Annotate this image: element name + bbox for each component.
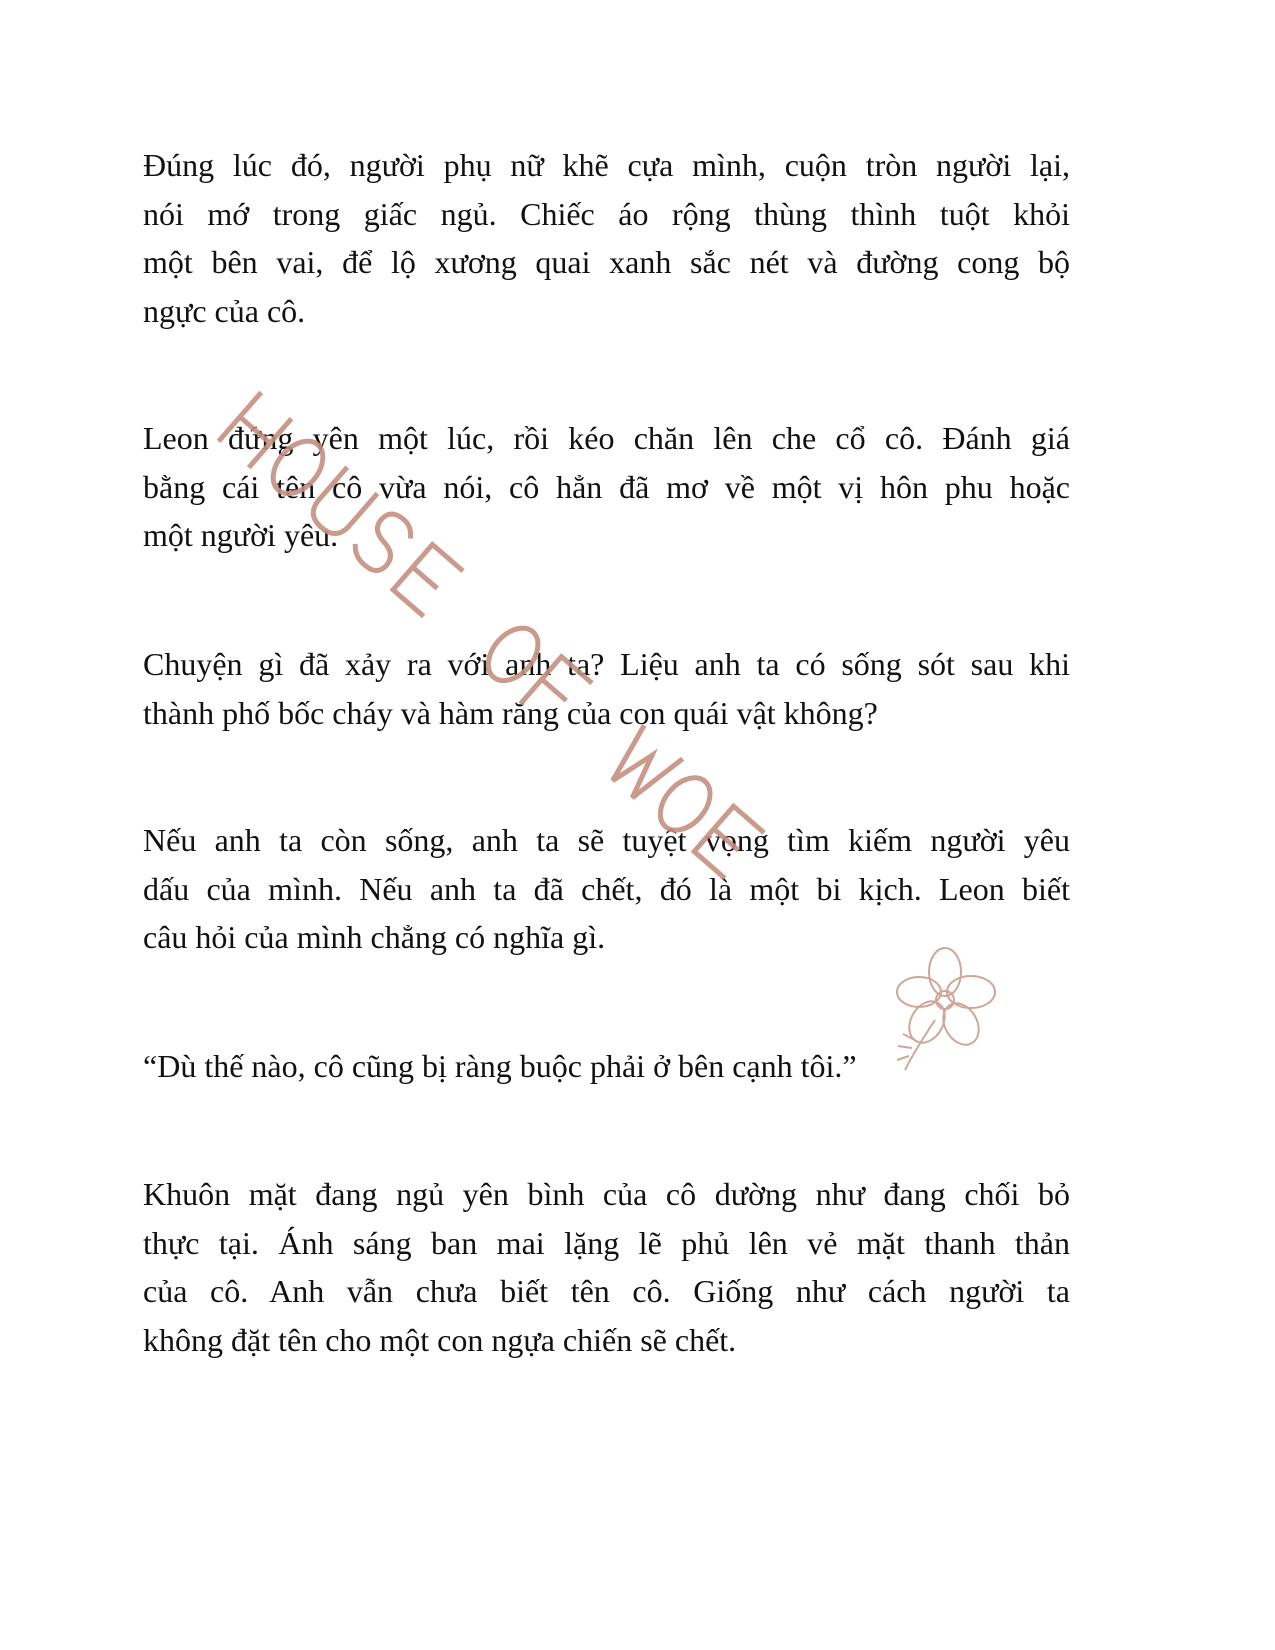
text-line: câu hỏi của mình chẳng có nghĩa gì. (143, 919, 606, 955)
paragraph-1 (143, 141, 1070, 335)
text-line: Nếu anh ta còn sống, anh ta sẽ tuyệt vọng tìm kiếm người yêu (143, 822, 1070, 858)
text-line: bằng cái tên cô vừa nói, cô hẳn đã mơ về một vị hôn phu hoặc (143, 468, 1070, 505)
paragraph-4 (143, 816, 1070, 962)
text-line: Khuôn mặt đang ngủ yên bình của cô dường như đang chối bỏ (143, 1176, 1070, 1212)
watermark-letter-shape (604, 728, 681, 806)
text-line: Đúng lúc đó, người phụ nữ khẽ cựa mình, cuộn tròn người lại, (143, 147, 1070, 183)
text-line: nói mớ trong giấc ngủ. Chiếc áo rộng thùng thình tuột khỏi (143, 195, 1070, 232)
text-line: ngực của cô. (143, 292, 306, 329)
text-line: một người yêu. (143, 517, 339, 553)
text-line: của cô. Anh vẫn chưa biết tên cô. Giống như cách người ta (143, 1273, 1070, 1309)
paragraph-6 (143, 1170, 1070, 1364)
paragraph-2 (143, 414, 1070, 560)
text-line: Leon đứng yên một lúc, rồi kéo chăn lên che cổ cô. Đánh giá (143, 420, 1070, 456)
paragraph-3 (143, 640, 1070, 737)
text-line: Chuyện gì đã xảy ra với anh ta? Liệu anh ta có sống sót sau khi (143, 646, 1070, 682)
text-line: thực tại. Ánh sáng ban mai lặng lẽ phủ lên vẻ mặt thanh thản (143, 1224, 1070, 1261)
text-line: một bên vai, để lộ xương quai xanh sắc nét và đường cong bộ (143, 244, 1070, 280)
paragraph-5 (143, 1042, 1070, 1091)
text-line: dấu của mình. Nếu anh ta đã chết, đó là một bi kịch. Leon biết (143, 870, 1070, 907)
text-line: “Dù thế nào, cô cũng bị ràng buộc phải ở bên cạnh tôi.” (143, 1048, 857, 1084)
text-line: không đặt tên cho một con ngựa chiến sẽ chết. (143, 1321, 737, 1358)
text-line: thành phố bốc cháy và hàm răng của con quái vật không? (143, 694, 878, 731)
